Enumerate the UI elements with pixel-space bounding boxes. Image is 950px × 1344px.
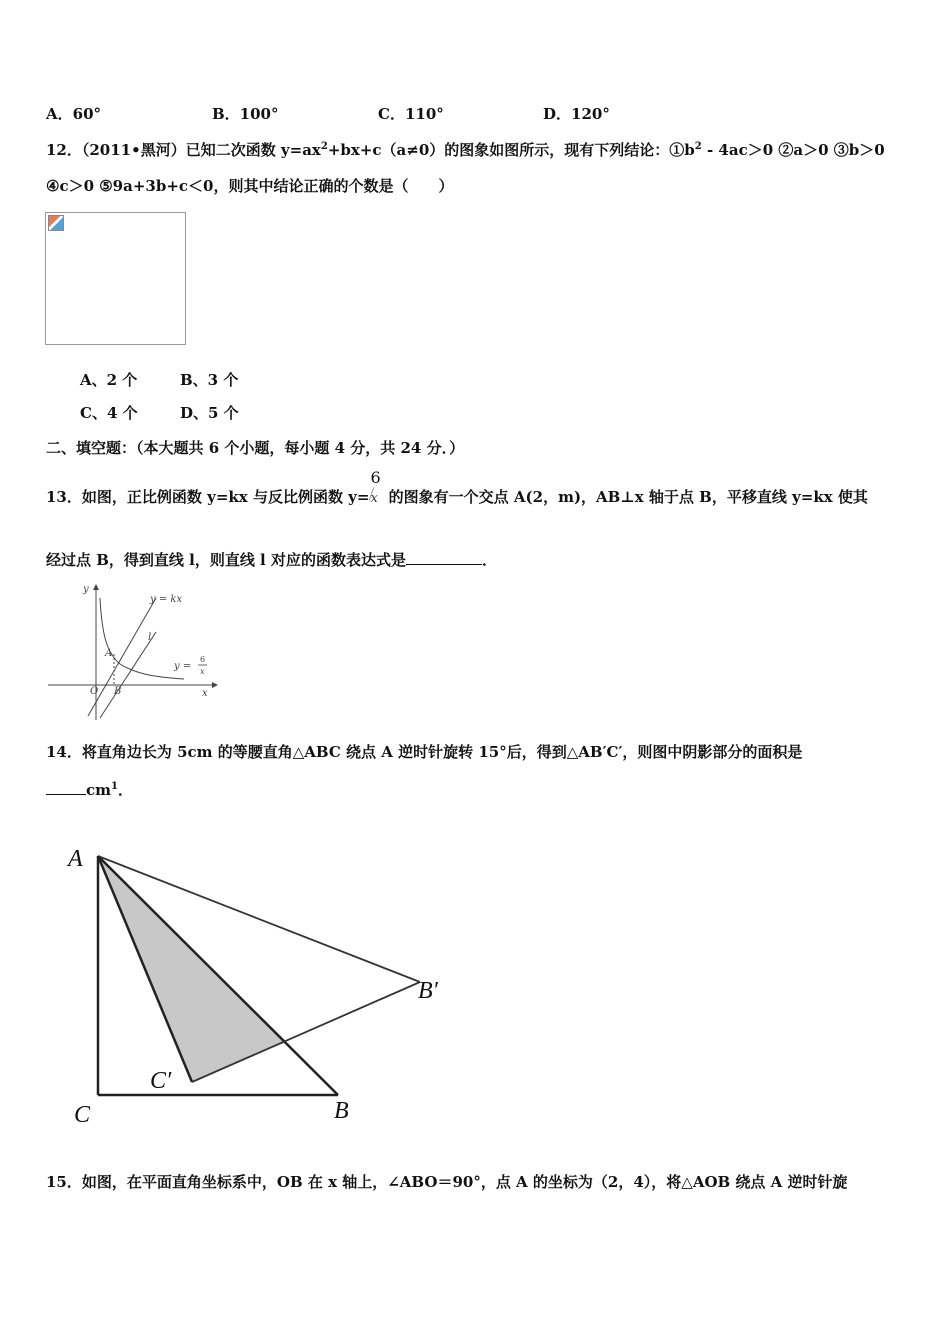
q14-answer-blank[interactable] [46, 780, 86, 795]
q14-text-part: ． [117, 781, 133, 799]
q12-stem-line1 [46, 139, 885, 160]
q12-sup: 2 [320, 141, 328, 152]
q12-sup: 2 [694, 141, 702, 152]
q13-text-part: 经过点 B，得到直线 l，则直线 l 对应的函数表达式是 [46, 551, 406, 569]
q12-text-part: +bx+c（a≠0）的图象如图所示，现有下列结论：①b [327, 141, 695, 159]
q14-label-a: A [68, 846, 83, 872]
section2-heading: 二、填空题：（本大题共 6 个小题，每小题 4 分，共 24 分．） [46, 439, 465, 457]
q13-label-y6x-pre: y = [174, 661, 192, 672]
q14-label-c: C [74, 1102, 91, 1128]
q14-label-b-prime: B′ [418, 978, 438, 1004]
q12-broken-image [45, 212, 186, 345]
q13-label-y6x-num: 6 [200, 655, 206, 664]
q12-option-a: A、2 个 [80, 371, 138, 389]
q11-option-b: B．100° [212, 105, 279, 123]
q14-stem-line2 [46, 779, 133, 800]
q13-label-ykx: y = kx [150, 594, 183, 605]
q13-y-arrow [93, 584, 99, 590]
q13-label-l: l [148, 632, 152, 643]
q13-label-y6x-den: x [200, 667, 205, 676]
q14-stem-line1: 14．将直角边长为 5cm 的等腰直角△ABC 绕点 A 逆时针旋转 15°后，得到△AB′C′，则图中阴影部分的面积是 [46, 743, 803, 761]
q12-option-c: C、4 个 [80, 404, 138, 422]
q13-label-b: B [114, 686, 122, 697]
q13-figure [44, 578, 222, 726]
q13-label-o: O [90, 686, 99, 697]
q14-shaded-region [98, 856, 287, 1082]
q11-option-a: A．60° [46, 105, 102, 123]
q11-option-d: D．120° [543, 105, 610, 123]
q13-hyperbola [100, 598, 184, 679]
q13-x-arrow [212, 682, 218, 688]
q12-text-part: - 4ac＞0 ②a＞0 ③b＞0 [701, 141, 885, 159]
q14-label-c-prime: C′ [150, 1068, 172, 1094]
q13-label-a: A [105, 648, 113, 659]
q13-label-y: y [83, 584, 89, 595]
q12-text-part: 12．（2011•黑河）已知二次函数 y=ax [46, 141, 321, 159]
q13-text-part: 13．如图，正比例函数 y=kx 与反比例函数 y= [46, 488, 370, 506]
q13-stem-line2 [46, 549, 497, 570]
q15-stem-line1: 15．如图，在平面直角坐标系中，OB 在 x 轴上，∠ABO＝90°，点 A 的坐标为（2，4），将△AOB 绕点 A 逆时针旋 [46, 1173, 848, 1191]
fraction-numerator: 6 [370, 468, 381, 487]
q13-text-part: 的图象有一个交点 A(2，m)，AB⊥x 轴于点 B，平移直线 y=kx 使其 [383, 488, 868, 506]
q11-option-c: C．110° [378, 105, 444, 123]
q13-fraction [369, 468, 383, 506]
q13-line-ykx [88, 598, 156, 716]
fraction-denominator: x [370, 491, 378, 506]
q13-label-x: x [202, 688, 208, 699]
q14-figure [62, 830, 482, 1130]
q14-text-part: cm [86, 781, 112, 799]
q13-text-part: ． [481, 551, 497, 569]
q12-stem-line2: ④c＞0 ⑤9a+3b+c＜0，则其中结论正确的个数是（ ） [46, 177, 454, 195]
q12-option-d: D、5 个 [180, 404, 239, 422]
q13-stem-line1 [46, 468, 868, 507]
broken-image-icon [48, 215, 64, 231]
q13-answer-blank[interactable] [406, 550, 482, 565]
q14-label-b: B [334, 1098, 349, 1124]
q12-option-b: B、3 个 [180, 371, 239, 389]
q14-sup: 1 [111, 781, 118, 792]
